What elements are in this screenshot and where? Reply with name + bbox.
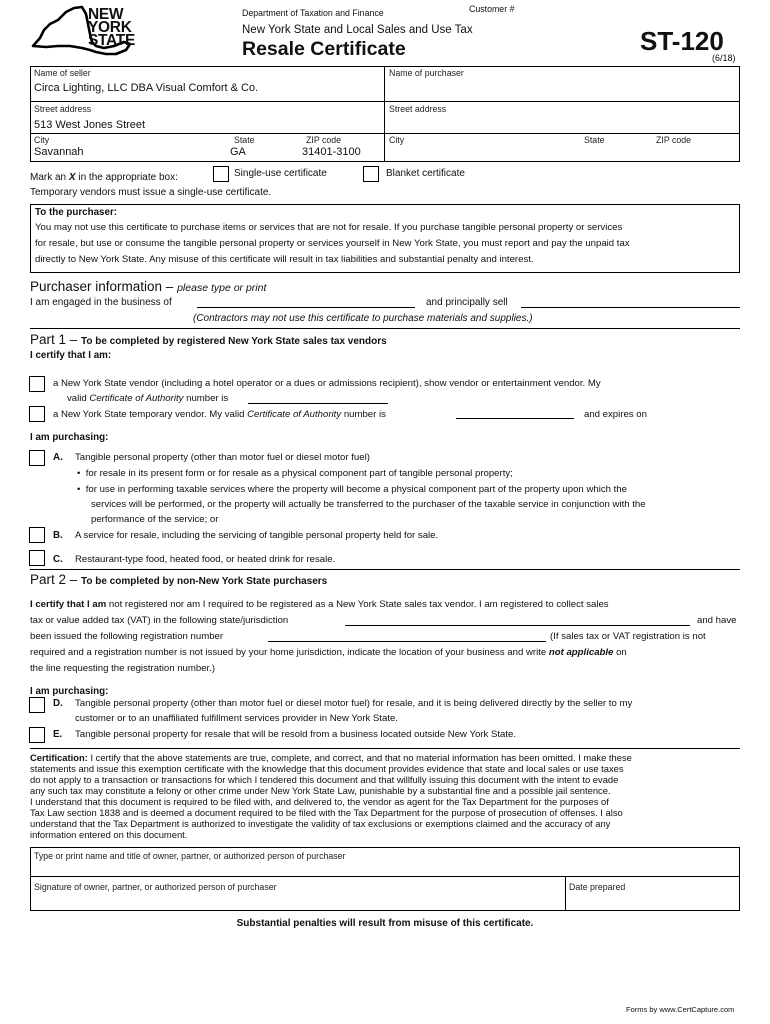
customer-number-label: Customer #: [469, 4, 515, 14]
purchaser-city-label: City: [389, 135, 405, 145]
contractors-note: (Contractors may not use this certificate to purchase materials and supplies.): [193, 313, 533, 324]
single-use-checkbox[interactable]: [213, 166, 229, 182]
notice-title: To the purchaser:: [35, 207, 118, 218]
certification-line-3: do not apply to a transaction or transactions for which I tendered this document and that willfully issuing this document with the intent to evade: [30, 774, 619, 785]
form-title: Resale Certificate: [242, 38, 406, 60]
notice-line-3: directly to New York State. Any misuse of this certificate will result in tax liabilities and substantial penalty and interest.: [35, 254, 534, 265]
printed-name-field[interactable]: [34, 862, 734, 875]
logo-line-york: YORK: [88, 19, 132, 36]
option-b-checkbox[interactable]: [29, 527, 45, 543]
option-d-text-1: Tangible personal property (other than motor fuel or diesel motor fuel) for resale, and it is being delivered directly by the seller to my: [75, 698, 633, 709]
part2-line-1: I certify that I am not registered nor am I required to be registered as a New York State sales tax vendor. I am registered to collect sales: [30, 599, 609, 610]
option-b-letter: B.: [53, 530, 63, 541]
blanket-label: Blanket certificate: [386, 168, 465, 179]
certcapture-credit: Forms by www.CertCapture.com: [626, 1005, 735, 1014]
option-a-bullet-1: • for resale in its present form or for resale as a physical component part of tangible personal property;: [77, 468, 513, 479]
seller-name-value: Circa Lighting, LLC DBA Visual Comfort & Co.: [34, 82, 259, 94]
part2-line-2: tax or value added tax (VAT) in the following state/jurisdiction: [30, 615, 289, 626]
option-a-bullet-2-cont-1: services will be performed, or the property will actually be transferred to the purchaser of the taxable service in conjunction with the: [91, 499, 646, 510]
single-use-label: Single-use certificate: [234, 168, 327, 179]
certification-line-5: I understand that this document is required to be filed with, and delivered to, the vendor as agent for the Tax Department for the purposes of: [30, 796, 609, 807]
option-e-text: Tangible personal property for resale that will be resold from a business located outside New York State.: [75, 729, 517, 740]
part2-purchasing: I am purchasing:: [30, 686, 109, 697]
option-a-letter: A.: [53, 452, 63, 463]
option-d-letter: D.: [53, 698, 63, 709]
option-a-bullet-2-cont-2: performance of the service; or: [91, 514, 219, 525]
option-e-letter: E.: [53, 729, 63, 740]
part2-line-3-end: (If sales tax or VAT registration is not: [550, 631, 706, 642]
registration-number-field[interactable]: [268, 632, 546, 642]
purchaser-street-label: Street address: [389, 104, 447, 114]
purchaser-street-field[interactable]: [389, 116, 735, 132]
certification-line-8: information entered on this document.: [30, 829, 188, 840]
certification-line-4: any such tax may constitute a felony or other crime under New York State Law, punishable by a substantial fine and a possible jail sentence.: [30, 785, 611, 796]
date-prepared-label: Date prepared: [569, 882, 626, 892]
mark-instruction: Mark an X in the appropriate box:: [30, 172, 178, 183]
business-field[interactable]: [197, 298, 415, 308]
part2-line-3: been issued the following registration number: [30, 631, 224, 642]
purchaser-city-field[interactable]: [389, 146, 579, 161]
option-b-text: A service for resale, including the servicing of tangible personal property held for sale.: [75, 530, 439, 541]
part2-heading: Part 2 – To be completed by non-New York State purchasers: [30, 572, 328, 587]
certificate-authority-field[interactable]: [248, 394, 388, 404]
logo-line-state: STATE: [88, 32, 136, 49]
option-d-checkbox[interactable]: [29, 697, 45, 713]
certification-line-6: Tax Law section 1838 and is deemed a document required to be filed with the Tax Department for the purpose of prosecution of offenses. I also: [30, 807, 623, 818]
date-prepared-field[interactable]: [569, 893, 737, 909]
seller-zip-value: 31401-3100: [302, 146, 361, 158]
temporary-vendor-checkbox[interactable]: [29, 406, 45, 422]
purchaser-zip-label: ZIP code: [656, 135, 692, 145]
form-revision: (6/18): [712, 53, 736, 63]
seller-city-value: Savannah: [34, 146, 84, 158]
seller-zip-label: ZIP code: [306, 135, 342, 145]
department-name: Department of Taxation and Finance: [242, 8, 384, 18]
part1-heading: Part 1 – To be completed by registered New York State sales tax vendors: [30, 332, 387, 347]
part1-purchasing: I am purchasing:: [30, 432, 109, 443]
nys-vendor-checkbox[interactable]: [29, 376, 45, 392]
purchaser-info-heading: Purchaser information – please type or print: [30, 279, 267, 294]
form-number: ST-120: [640, 26, 724, 56]
nys-logo: [30, 2, 136, 60]
expires-on-label: and expires on: [584, 409, 647, 420]
option-a-bullet-2: • for use in performing taxable services where the property will become a physical component part of the property upon which the: [77, 484, 627, 495]
logo-line-new: NEW: [88, 6, 124, 23]
part2-line-5: the line requesting the registration number.): [30, 663, 216, 674]
part2-line-4: required and a registration number is not issued by your home jurisdiction, indicate the location of your business and write not applicable on: [30, 647, 627, 658]
printed-name-label: Type or print name and title of owner, partner, or authorized person of purchaser: [34, 851, 346, 861]
principally-sell-label: and principally sell: [426, 297, 508, 308]
option-a-checkbox[interactable]: [29, 450, 45, 466]
certification-line-2: statements and issue this exemption certificate with the knowledge that this document provides evidence that state and local sales or use taxes: [30, 763, 624, 774]
principally-sell-field[interactable]: [521, 298, 740, 308]
purchaser-state-label: State: [584, 135, 605, 145]
option-c-letter: C.: [53, 554, 63, 565]
seller-name-label: Name of seller: [34, 68, 91, 78]
nys-vendor-line-1: a New York State vendor (including a hotel operator or a dues or admissions recipient), show vendor or entertainment vendor. My: [53, 378, 601, 389]
signature-field[interactable]: [34, 893, 560, 909]
blanket-checkbox[interactable]: [363, 166, 379, 182]
notice-line-1: You may not use this certificate to purchase items or services that are not for resale. If you purchase tangible personal property or services: [35, 222, 623, 233]
option-d-text-2: customer or to an unaffiliated fulfillment services provider in New York State.: [75, 713, 398, 724]
option-c-checkbox[interactable]: [29, 550, 45, 566]
certification-line-7: understand that the Tax Department is authorized to investigate the validity of tax exclusions or exemptions claimed and the accuracy of any: [30, 818, 611, 829]
nys-vendor-line-2: valid Certificate of Authority number is: [67, 393, 229, 404]
notice-line-2: for resale, but use or consume the tangible personal property or services yourself in New York State, you must report and pay the unpaid tax: [35, 238, 630, 249]
seller-street-label: Street address: [34, 104, 92, 114]
form-subtitle: New York State and Local Sales and Use Tax: [242, 24, 473, 36]
purchaser-name-field[interactable]: [389, 80, 735, 98]
state-jurisdiction-field[interactable]: [345, 616, 690, 626]
seller-street-value: 513 West Jones Street: [34, 119, 146, 131]
temporary-authority-field[interactable]: [456, 409, 574, 419]
option-e-checkbox[interactable]: [29, 727, 45, 743]
penalties-warning: Substantial penalties will result from misuse of this certificate.: [236, 918, 534, 929]
signature-label: Signature of owner, partner, or authorized person of purchaser: [34, 882, 277, 892]
certification-line-1: Certification: I certify that the above statements are true, complete, and correct, and that no material information has been omitted. I make these: [30, 752, 632, 763]
temporary-vendor-note: Temporary vendors must issue a single-use certificate.: [30, 187, 272, 198]
option-a-text: Tangible personal property (other than motor fuel or diesel motor fuel): [75, 452, 370, 463]
temporary-vendor-line: a New York State temporary vendor. My valid Certificate of Authority number is: [53, 409, 386, 420]
purchaser-name-label: Name of purchaser: [389, 68, 464, 78]
engaged-in-business-label: I am engaged in the business of: [30, 297, 172, 308]
part2-line-2-end: and have: [697, 615, 737, 626]
seller-state-value: GA: [230, 146, 246, 158]
option-c-text: Restaurant-type food, heated food, or heated drink for resale.: [75, 554, 336, 565]
part1-certify: I certify that I am:: [30, 350, 112, 361]
seller-city-label: City: [34, 135, 50, 145]
seller-state-label: State: [234, 135, 255, 145]
